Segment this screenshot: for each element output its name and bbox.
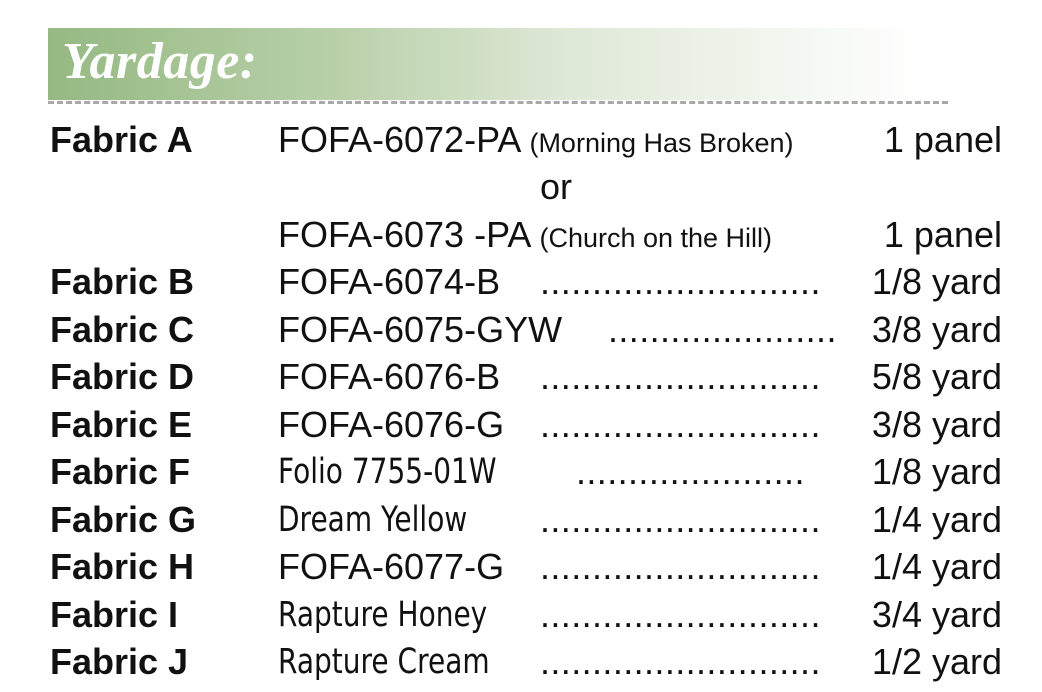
dashed-divider (48, 101, 948, 104)
dot-leader: ........................... (540, 404, 821, 445)
fabric-row-d (0, 354, 1042, 400)
dot-leader: ........................... (540, 594, 821, 635)
fabric-amount: 1 panel (883, 214, 1002, 255)
fabric-row-j (0, 639, 1042, 685)
fabric-name: (Morning Has Broken) (529, 128, 794, 158)
fabric-amount: 5/8 yard (871, 356, 1002, 397)
fabric-row-b (0, 259, 1042, 305)
fabric-row-i (0, 592, 1042, 638)
dot-leader: ........................... (540, 356, 821, 397)
fabric-amount: 1/4 yard (871, 546, 1002, 587)
fabric-code: FOFA-6076-G (278, 404, 505, 445)
fabric-amount: 3/8 yard (871, 404, 1002, 445)
fabric-code: FOFA-6077-G (278, 546, 505, 587)
fabric-row-h (0, 544, 1042, 590)
fabric-label: Fabric G (50, 499, 197, 540)
fabric-row-f (0, 449, 1042, 495)
fabric-amount: 1/4 yard (871, 499, 1002, 540)
fabric-code: FOFA-6076-B (278, 356, 501, 397)
dot-leader: ........................... (540, 261, 821, 302)
fabric-label: Fabric A (50, 119, 193, 160)
fabric-code: Folio 7755-01W (278, 452, 497, 492)
fabric-amount: 1/8 yard (871, 261, 1002, 302)
fabric-amount: 1/2 yard (871, 641, 1002, 682)
fabric-label: Fabric I (50, 594, 179, 635)
fabric-code: Rapture Honey (278, 595, 488, 635)
dot-leader: ........................... (540, 546, 821, 587)
fabric-code: FOFA-6074-B (278, 261, 501, 302)
dot-leader: ........................... (540, 641, 821, 682)
fabric-amount: 1/8 yard (871, 451, 1002, 492)
fabric-code: Dream Yellow (278, 500, 468, 540)
fabric-code: FOFA-6073 -PA (Church on the Hill) (278, 214, 773, 255)
fabric-label: Fabric E (50, 404, 193, 445)
dot-leader: ...................... (608, 309, 837, 350)
fabric-label: Fabric C (50, 309, 195, 350)
fabric-amount: 3/8 yard (871, 309, 1002, 350)
fabric-row-a (0, 117, 1042, 163)
fabric-label: Fabric F (50, 451, 191, 492)
fabric-row-e (0, 402, 1042, 448)
yardage-header (48, 28, 998, 100)
fabric-label: Fabric J (50, 641, 189, 682)
fabric-row-a-alt (0, 212, 1042, 258)
or-separator: or (540, 166, 573, 207)
fabric-code: FOFA-6075-GYW (278, 309, 563, 350)
fabric-name: (Church on the Hill) (539, 223, 773, 253)
fabric-label: Fabric D (50, 356, 195, 397)
section-title: Yardage: (62, 33, 258, 90)
dot-leader: ........................... (540, 499, 821, 540)
fabric-code: FOFA-6072-PA (Morning Has Broken) (278, 119, 794, 160)
fabric-code: Rapture Cream (278, 642, 490, 682)
fabric-label: Fabric B (50, 261, 195, 302)
dot-leader: ...................... (576, 451, 805, 492)
fabric-row-g (0, 497, 1042, 543)
fabric-amount: 1 panel (883, 119, 1002, 160)
fabric-label: Fabric H (50, 546, 195, 587)
fabric-row-c (0, 307, 1042, 353)
fabric-amount: 3/4 yard (871, 594, 1002, 635)
